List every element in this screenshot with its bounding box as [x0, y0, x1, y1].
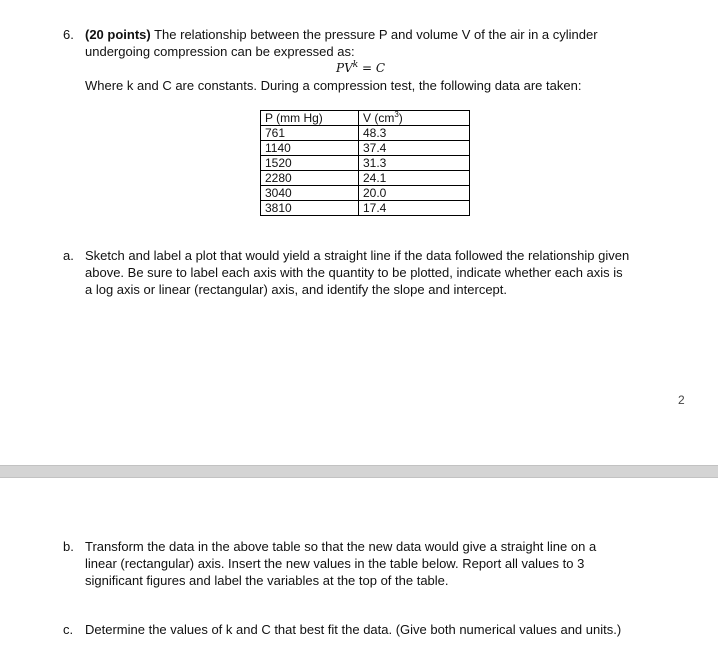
- table-row: [261, 186, 470, 201]
- part-b-label: b.: [63, 539, 74, 554]
- question-number: 6.: [63, 27, 74, 42]
- part-a-line-3: a log axis or linear (rectangular) axis, and identify the slope and intercept.: [85, 282, 508, 297]
- part-c-line-1: Determine the values of k and C that best fit the data. (Give both numerical values and units.): [85, 622, 622, 637]
- part-a-label: a.: [63, 248, 74, 263]
- formula: [336, 60, 385, 77]
- question-text: [85, 26, 685, 60]
- part-c-label: c.: [63, 622, 74, 637]
- table-row: [261, 171, 470, 186]
- question-points: (20 points): [85, 27, 151, 42]
- table-row: [261, 156, 470, 171]
- pressure-cell: 1520: [261, 156, 359, 171]
- pressure-cell: 1140: [261, 141, 359, 156]
- volume-cell: 48.3: [359, 126, 470, 141]
- page-separator: [0, 465, 718, 478]
- pressure-cell: 3810: [261, 201, 359, 216]
- part-a-line-1: Sketch and label a plot that would yield a straight line if the data followed the relationship given: [85, 248, 630, 263]
- pressure-cell: 3040: [261, 186, 359, 201]
- volume-cell: 17.4: [359, 201, 470, 216]
- formula-exponent: k: [352, 60, 359, 70]
- where-text: Where k and C are constants. During a compression test, the following data are taken:: [85, 78, 582, 93]
- part-a-line-2: above. Be sure to label each axis with the quantity to be plotted, indicate whether each axis is: [85, 265, 623, 280]
- page-number: 2: [678, 393, 685, 407]
- part-b-line-2: linear (rectangular) axis. Insert the new values in the table below. Report all values to 3: [85, 556, 585, 571]
- data-table: [260, 110, 470, 216]
- question-text-line-1: The relationship between the pressure P and volume V of the air in a cylinder: [150, 27, 598, 42]
- part-b-text: [85, 538, 697, 589]
- table-row: [261, 141, 470, 156]
- formula-base: PV: [336, 61, 353, 75]
- volume-cell: 31.3: [359, 156, 470, 171]
- volume-cell: 24.1: [359, 171, 470, 186]
- document-page-2: [0, 478, 718, 664]
- table-header-row: [261, 111, 470, 126]
- pressure-cell: 2280: [261, 171, 359, 186]
- pressure-cell: 761: [261, 126, 359, 141]
- question-text-line-2: undergoing compression can be expressed as:: [85, 44, 355, 59]
- part-b-line-1: Transform the data in the above table so that the new data would give a straight line on a: [85, 539, 597, 554]
- volume-header-text: V (cm: [363, 111, 395, 125]
- part-b-line-3: significant figures and label the variables at the top of the table.: [85, 573, 449, 588]
- question-line-1: [85, 26, 685, 43]
- volume-header-suffix: ): [398, 111, 403, 125]
- part-c-text: [85, 621, 697, 638]
- part-a-text: [85, 247, 697, 298]
- volume-cell: 37.4: [359, 141, 470, 156]
- volume-cell: 20.0: [359, 186, 470, 201]
- volume-header-sup: 3: [394, 110, 399, 119]
- table-header-pressure: P (mm Hg): [261, 111, 359, 126]
- table-row: [261, 201, 470, 216]
- table-header-volume: [359, 111, 470, 126]
- table-row: [261, 126, 470, 141]
- formula-rest: = C: [358, 61, 386, 75]
